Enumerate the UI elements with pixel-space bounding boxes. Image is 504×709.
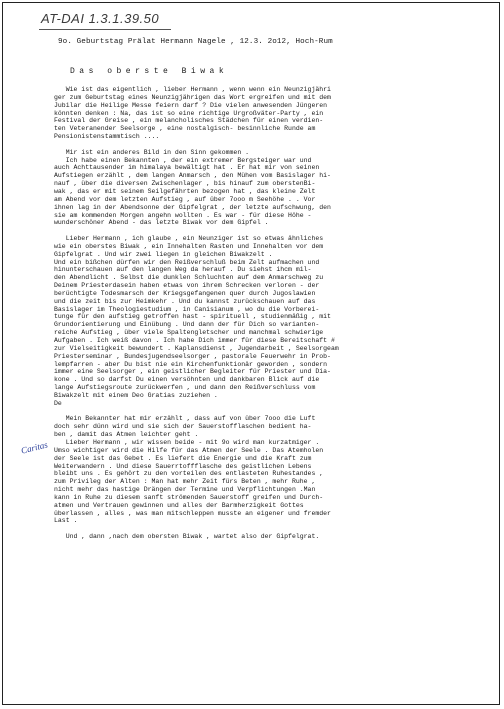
paragraph-4: Mein Bekannter hat mir erzählt , dass auf von über 7ooo die Luft doch sehr dünn wird und sie sich der Sauerstofflaschen bedient ha- ben , damit das Atmen leichter geht . Lieber Hermann , wir wissen beide - mit 9o wird man kurzatmiger . Umso wichtiger wird die Hilfe für das Atmen der Seele . Das Atemholen der Seele ist das Gebet . Es liefert die Energie und die Kraft zum Weiterwandern . Und diese Sauerrtoffflasche des geistlichen Lebens bleibt uns . Es gehört zu den vorteilen des entlasteten Ruhestandes , zum Privileg der Alten : Man hat mehr Zeit fürs Beten , mehr Ruhe , nicht mehr das hastige Drängen der Termine und Verpflichtungen .Man kann in Ruhe zu diesem sanft strömenden Sauerstoff greifen und Durch- atmen und Vertrauen gewinnen und alles der Barmherzigkeit Gottes überlassen , alles , was man mitschleppen musste an eigener und fremder Last .: [54, 415, 331, 525]
document-title: Das oberste Biwak: [70, 67, 229, 76]
paragraph-2: Mir ist ein anderes Bild in den Sinn gekommen . Ich habe einen Bekannten , der ein extremer Bergsteiger war und auch Achttausender im himalaya bewältigt hat . Er hat mir von seinen Aufstiegen erzählt , dem langen Anmarsch , den Mühen vom Basislager hi- nauf , über die diversen Zwischenlager , bis hinauf zum oberstenBi- wak , das er mit seinem Seilgefährten bezogen hat , das kleine Zelt am Abend vor dem letzten Aufstieg , auf über 7ooo m Seehöhe . . Vor ihnen lag in der Abendsonne der Gipfelgrat , der letzte aufschwung, den sie am kommenden Morgen angehn wollten . Es war - für diese Höhe - wunderschöner Abend - das letzte Biwak vor dem Gipfel .: [54, 148, 331, 227]
document-header: 9o. Geburtstag Prälat Hermann Nagele , 12.3. 2o12, Hoch-Rum: [58, 38, 333, 46]
paragraph-3: Lieber Hermann , ich glaube , ein Neunziger ist so etwas ähnliches wie ein oberstes Biwak , ein Innehalten Rasten und Innehalten vor dem Gipfelgrat . Und wir zwei liegen in gleichen Biwakzelt . Und ein bißchen dürfen wir den Reißverschluß beim Zelt aufmachen und hinunterschauen auf den langen Weg da herauf . Du siehst ihcm mil- den Abendlicht . Selbst die dunklen Schluchten auf dem Anmarschweg zu Deinem Priesterdasein haben etwas von ihrem Schrecken verloren - der berüchtigte Todesmarsch der Kriegsgefangenen quer durch Jugoslawien und die zeit bis zur Heimkehr . Und du kannst zurückschauen auf das Basislager im Theologiestudium , in Canisianum , wo du die Vorberei- tunge für den aufstieg getroffen hast - spirituell , studienmäßig , mit Grundorientierung und Einübung . Und dann der für Dich so varianten- reiche Aufstieg , über viele Spaltengletscher und manchmal schwierige Aufgaben . Ich weiß davon . Ich habe Dich immer für diese Bereitschaft # zur Vielseitigkeit bewundert . Kaplansdienst , Jugendarbeit , Seelsorgeam Priesterseminar , Bundesjugendseelsorger , pastorale Feuerwehr in Prob- lempfarren - aber Du bist nie ein Kirchenfunktionär geworden , sondern immer eine Seelsorger , ein geistlicher Begleiter für Priester und Dia- kone . Und so darfst Du einen versöhnten und dankbaren Blick auf die lange Aufstiegsroute zurückwerfen , und dann den Reißverschluss vom Biwakzelt mit einem Deo Gratias zuziehen . De: [54, 235, 339, 407]
paragraph-gap: [54, 408, 480, 416]
document-body: [54, 86, 480, 541]
paragraph-gap: [54, 227, 480, 235]
paragraph-5: Und , dann ,nach dem obersten Biwak , wartet also der Gipfelgrat.: [54, 533, 320, 541]
paragraph-gap: [54, 525, 480, 533]
stamp-underline: [39, 29, 171, 30]
paragraph-1: Wie ist das eigentlich , lieber Hermann , wenn wenn ein Neunzigjähri ger zum Geburtstag eines Neunzigjährigen das Wort ergreifen und mit dem Jubilar die Heilige Messe feiern darf ? Die vielen anwesenden Jüngeren könnten denken : Na, das ist so eine richtige Urgroßväter-Party , ein Festival der Greise , ein melancholisches Städchen für einen verdien- ten Veteranender Seelsorge , eine nostalgisch- besinnliche Runde am Pensionistenstammtisch ....: [54, 86, 331, 141]
handwritten-margin-note: Caritas: [20, 439, 49, 456]
paragraph-gap: [54, 141, 480, 149]
archive-stamp: AT-DAI 1.3.1.39.50: [41, 11, 160, 26]
